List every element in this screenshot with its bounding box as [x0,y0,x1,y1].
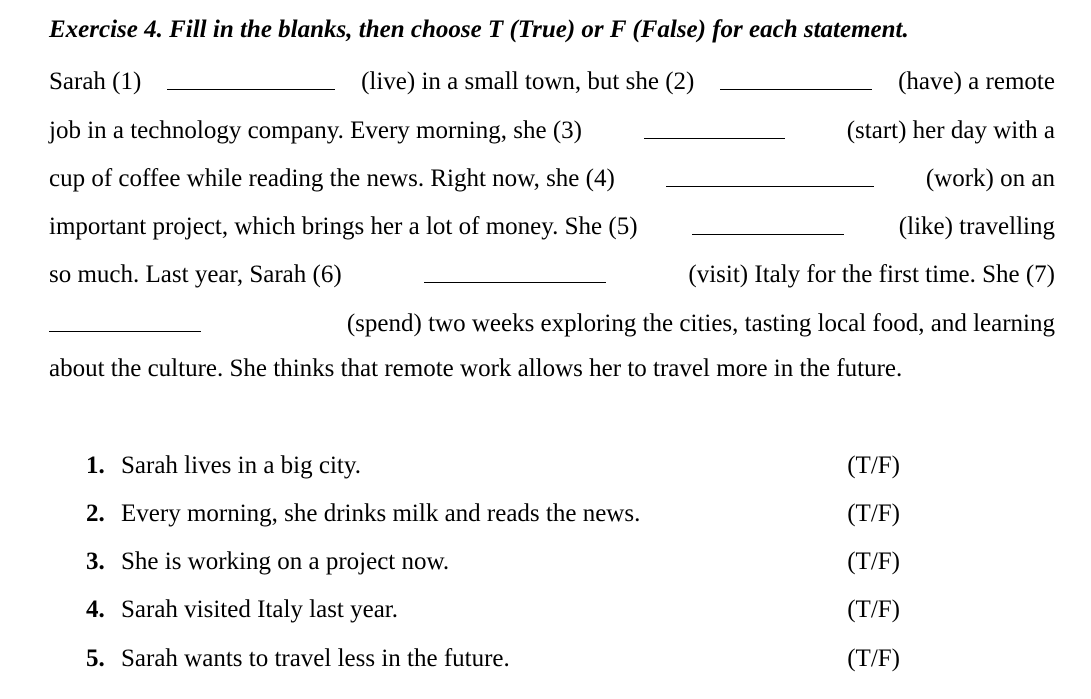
true-false-choice[interactable]: (T/F) [847,645,900,672]
passage-text: important project, which brings her a lot of money. She (5) [49,213,638,240]
passage-text: Sarah (1) [49,68,142,95]
passage-line-7 [49,353,1055,385]
passage-line-6 [49,305,1055,340]
passage-text: (spend) two weeks exploring the cities, tasting local food, and learning [346,310,1055,337]
passage-text: (work) on an [925,165,1055,192]
passage-text: (start) her day with a [846,117,1055,144]
statement-text: Every morning, she drinks milk and reads the news. [121,500,641,527]
blank-6[interactable] [424,256,606,282]
blank-1[interactable] [167,63,335,89]
passage-text: (have) a remote [898,68,1055,95]
passage-line-5 [49,256,1055,291]
passage-line-4 [49,208,1055,243]
blank-7[interactable] [49,305,201,331]
statement-text: Sarah visited Italy last year. [121,596,399,623]
true-false-choice[interactable]: (T/F) [847,452,900,479]
passage-text: so much. Last year, Sarah (6) [49,261,342,288]
exercise-title: Exercise 4. Fill in the blanks, then choose T (True) or F (False) for each statement. [49,16,909,43]
statement-number: 4. [86,596,105,623]
passage-text: (visit) Italy for the first time. She (7) [688,261,1055,288]
passage-line-2 [49,112,1055,147]
passage-text: (live) in a small town, but she (2) [361,68,695,95]
statement-number: 1. [86,452,105,479]
statement-text: Sarah lives in a big city. [121,452,361,479]
true-false-choice[interactable]: (T/F) [847,500,900,527]
passage-text: about the culture. She thinks that remote work allows her to travel more in the future. [49,355,903,382]
statement-text: She is working on a project now. [121,548,450,575]
passage-line-1 [49,63,1055,98]
blank-2[interactable] [720,63,872,89]
statement-text: Sarah wants to travel less in the future. [121,645,510,672]
passage-text: job in a technology company. Every morning, she (3) [49,117,582,144]
statement-number: 3. [86,548,105,575]
blank-3[interactable] [644,112,785,138]
true-false-choice[interactable]: (T/F) [847,596,900,623]
passage-text: (like) travelling [898,213,1055,240]
passage-line-3 [49,160,1055,195]
statement-number: 5. [86,645,105,672]
statement-number: 2. [86,500,105,527]
passage-text: cup of coffee while reading the news. Right now, she (4) [49,165,615,192]
blank-4[interactable] [666,160,874,186]
blank-5[interactable] [692,208,844,234]
true-false-choice[interactable]: (T/F) [847,548,900,575]
